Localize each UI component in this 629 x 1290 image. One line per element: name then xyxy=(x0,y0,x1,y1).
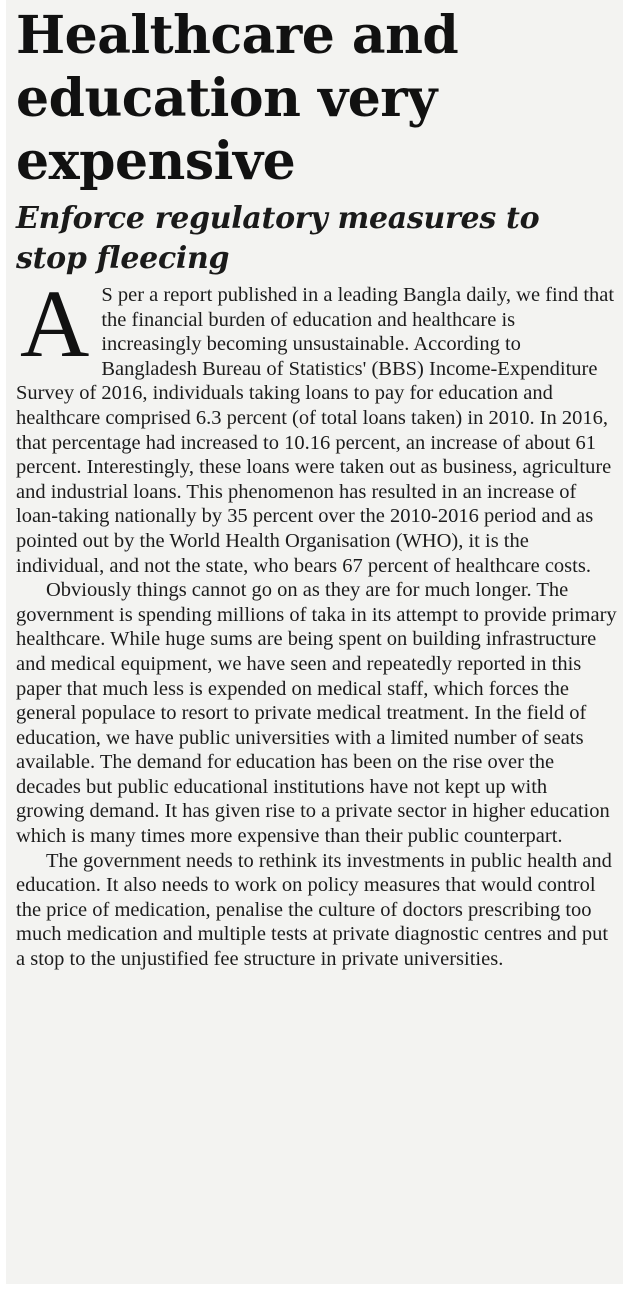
drop-cap: A xyxy=(20,270,90,377)
headline: Healthcare and education very expensive xyxy=(16,5,459,192)
paragraph-2: Obviously things cannot go on as they are for much longer. The government is spending millions of taka in its attempt to provide primary healthcare. While huge sums are being spent on building infrastructure and medical equipment, we have seen and repeatedly reported in this paper that much less is expended on medical staff, which forces the general populace to resort to private medical treatment. In the field of education, we have public universities with a limited number of seats available. The demand for education has been on the rise over the decades but public educational institutions have not kept up with growing demand. It has given rise to a private sector in higher education which is many times more expensive than their public counterpart. xyxy=(16,579,617,848)
newspaper-clipping xyxy=(6,0,623,1284)
paragraph-1-text: S per a report published in a leading Bangla daily, we find that the financial burden of education and healthcare is increasingly becoming unsustainable. According to Bangladesh Bureau of Statistics' (BBS) Income-Expenditure Survey of 2016, individuals taking loans to pay for education and healthcare comprised 6.3 percent (of total loans taken) in 2010. In 2016, that percentage had increased to 10.16 percent, an increase of about 61 percent. Interestingly, these loans were taken out as business, agriculture and industrial loans. This phenomenon has resulted in an increase of loan-taking nationally by 35 percent over the 2010-2016 period and as pointed out by the World Health Organisation (WHO), it is the individual, and not the state, who bears 67 percent of healthcare costs. xyxy=(16,284,615,577)
article-body xyxy=(16,270,619,972)
paragraph-3: The government needs to rethink its investments in public health and education. It also needs to work on policy measures that would control the price of medication, penalise the culture of doctors prescribing too much medication and multiple tests at private diagnostic centres and put a stop to the unjustified fee structure in private universities. xyxy=(16,849,612,971)
editorial-article xyxy=(16,0,619,972)
paragraph-1 xyxy=(16,270,619,578)
subheadline: Enforce regulatory measures to stop fleecing xyxy=(16,201,540,276)
